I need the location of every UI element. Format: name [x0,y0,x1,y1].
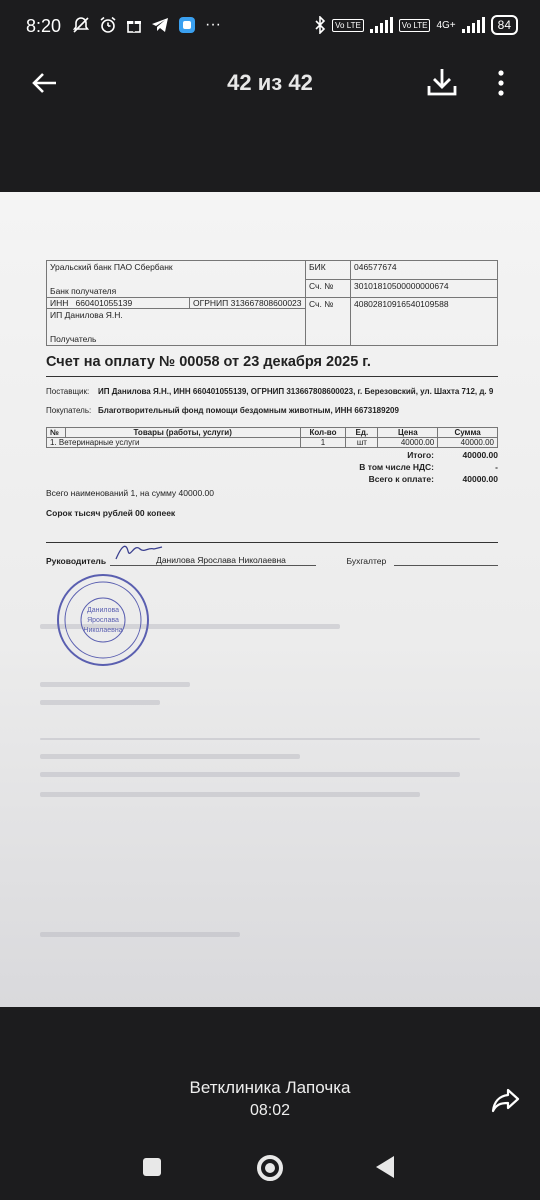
inn-label: ИНН [50,298,69,308]
col-sum: Сумма [438,428,498,438]
total-label: Итого: [407,450,434,460]
more-vertical-icon[interactable] [486,66,516,100]
gift-icon [126,17,142,33]
total-value: 40000.00 [462,450,498,460]
item-price: 40000.00 [378,438,438,448]
item-name: 1. Ветеринарные услуги [47,438,301,448]
item-sum: 40000.00 [438,438,498,448]
bik-value: 046577674 [351,261,498,280]
status-bar [0,0,540,56]
amount-in-words: Сорок тысяч рублей 00 копеек [46,508,498,543]
vat-row [46,462,498,472]
buyer-value: Благотворительный фонд помощи бездомным животным, ИНН 6673189209 [98,406,399,415]
network-type: 4G+ [436,19,456,31]
vat-label: В том числе НДС: [359,462,434,472]
system-nav-bar [0,1140,540,1200]
supplier-label: Поставщик: [46,387,90,396]
head-label: Руководитель [46,556,107,566]
round-seal-stamp [55,572,151,668]
col-number: № [47,428,66,438]
inn-value: 660401055139 [75,298,133,308]
account-value: 40802810916540109588 [351,298,498,346]
bank-details-table [46,260,498,346]
bik-label: БИК [306,261,351,280]
accountant-label: Бухгалтер [346,556,387,566]
more-notifications-icon: ··· [205,16,221,33]
corr-account-value: 30101810500000000674 [351,279,498,298]
total-row [46,450,498,460]
image-counter: 42 из 42 [227,70,313,95]
items-table [46,427,498,448]
ogrnip-value: ОГРНИП 313667808600023 [193,298,302,308]
buyer-label: Покупатель: [46,406,92,415]
recents-button[interactable] [143,1158,161,1176]
sent-time: 08:02 [249,1102,291,1119]
app-icon [178,16,196,34]
status-notification-icons [72,16,221,34]
svg-text:Николаевна: Николаевна [83,627,123,634]
bleed-through-line [40,754,300,759]
bleed-through-line [40,682,190,687]
bleed-through-line [40,792,420,797]
mute-icon [72,16,90,34]
telegram-icon [151,17,169,33]
account-label: Сч. № [306,298,351,346]
items-summary: Всего наименований 1, на сумму 40000.00 [46,488,214,498]
invoice-photo[interactable] [0,192,540,1007]
invoice-document [46,260,504,566]
buyer-row [46,406,498,415]
recipient-name: ИП Данилова Я.Н. [50,310,123,320]
col-qty: Кол-во [300,428,346,438]
recipient-role: Получатель [50,334,97,344]
corr-account-label: Сч. № [306,279,351,298]
svg-text:Данилова: Данилова [87,607,119,614]
svg-text:Ярослава: Ярослава [87,617,119,624]
head-signature-line [110,555,316,566]
supplier-row [46,387,498,396]
due-value: 40000.00 [462,474,498,484]
bleed-through-line [40,700,160,705]
due-row [46,474,498,484]
item-unit: шт [346,438,378,448]
share-icon[interactable] [490,1084,522,1116]
bleed-through-line [40,932,240,937]
bank-role: Банк получателя [50,286,117,296]
battery-indicator: 84 [491,15,518,35]
col-unit: Ед. [346,428,378,438]
due-label: Всего к оплате: [368,474,434,484]
alarm-icon [99,16,117,34]
status-time: 8:20 [26,16,62,36]
head-name: Данилова Ярослава Николаевна [156,555,286,565]
table-row [47,438,498,448]
col-goods: Товары (работы, услуги) [65,428,300,438]
signatures-row [46,555,498,566]
viewer-top-bar [0,56,540,112]
inn-cell [47,298,190,308]
handwritten-signature-icon [114,541,164,563]
volte-badge-2: Vo LTE [399,19,431,32]
accountant-signature-line [394,555,498,566]
bleed-through-line [40,738,480,740]
col-price: Цена [378,428,438,438]
item-qty: 1 [300,438,346,448]
nav-back-button[interactable] [376,1156,394,1178]
supplier-value: ИП Данилова Я.Н., ИНН 660401055139, ОГРНИП 313667808600023, г. Березовский, ул. Шахта 712, д. 9 [98,387,494,396]
bleed-through-line [40,772,460,777]
bluetooth-icon [314,16,326,34]
signal-icon-2 [462,17,485,33]
vat-value: - [495,462,498,472]
download-icon[interactable] [424,64,460,100]
home-button[interactable] [257,1155,283,1181]
items-header-row [47,428,498,438]
status-system-icons [314,15,518,35]
sender-name: Ветклиника Лапочка [189,1078,351,1097]
bank-name: Уральский банк ПАО Сбербанк [50,262,173,272]
signal-icon-1 [370,17,393,33]
invoice-title: Счет на оплату № 00058 от 23 декабря 2025 г. [46,354,498,377]
media-caption [0,1078,540,1120]
totals-block [46,450,498,484]
volte-badge-1: Vo LTE [332,19,364,32]
